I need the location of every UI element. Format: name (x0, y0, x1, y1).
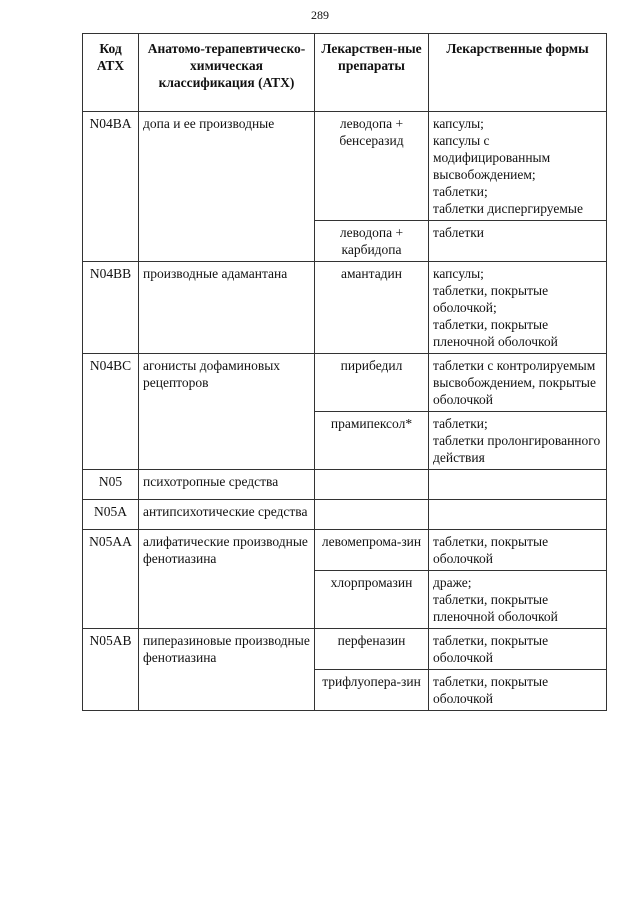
dosage-forms-cell (429, 470, 607, 500)
atc-code-cell: N04BA (83, 112, 139, 262)
classification-cell: производные адамантана (139, 262, 315, 354)
drug-cell: пирибедил (315, 354, 429, 412)
header-classification: Анатомо-терапевтическо-химическая классификация (АТХ) (139, 34, 315, 112)
classification-cell: агонисты дофаминовых рецепторов (139, 354, 315, 470)
atc-code-cell: N04BB (83, 262, 139, 354)
dosage-forms-cell: таблетки (429, 221, 607, 262)
header-code: Код АТХ (83, 34, 139, 112)
classification-cell: пиперазиновые производные фенотиазина (139, 629, 315, 711)
drug-cell (315, 500, 429, 530)
drug-cell: левомепрома-зин (315, 530, 429, 571)
classification-cell: психотропные средства (139, 470, 315, 500)
drug-cell: прамипексол* (315, 412, 429, 470)
atc-code-cell: N04BC (83, 354, 139, 470)
drug-cell: перфеназин (315, 629, 429, 670)
header-drugs: Лекарствен-ные препараты (315, 34, 429, 112)
drug-cell: хлорпромазин (315, 571, 429, 629)
header-forms: Лекарственные формы (429, 34, 607, 112)
table-row (83, 500, 607, 530)
atc-code-cell: N05AA (83, 530, 139, 629)
table-row (83, 112, 607, 221)
dosage-forms-cell: таблетки, покрытые оболочкой (429, 629, 607, 670)
table-row (83, 354, 607, 412)
dosage-forms-cell: таблетки, покрытые оболочкой (429, 670, 607, 711)
table-header-row (83, 34, 607, 112)
table-body (83, 112, 607, 711)
atc-code-cell: N05A (83, 500, 139, 530)
table-row (83, 629, 607, 670)
table-row (83, 262, 607, 354)
dosage-forms-cell: таблетки с контролируемым высвобождением, покрытые оболочкой (429, 354, 607, 412)
atc-code-cell: N05 (83, 470, 139, 500)
classification-cell: допа и ее производные (139, 112, 315, 262)
dosage-forms-cell: драже; таблетки, покрытые пленочной оболочкой (429, 571, 607, 629)
drug-cell: леводопа + бенсеразид (315, 112, 429, 221)
table-row (83, 470, 607, 500)
dosage-forms-cell: капсулы; капсулы с модифицированным высвобождением; таблетки; таблетки диспергируемые (429, 112, 607, 221)
drug-cell: амантадин (315, 262, 429, 354)
table-row (83, 530, 607, 571)
dosage-forms-cell: капсулы; таблетки, покрытые оболочкой; таблетки, покрытые пленочной оболочкой (429, 262, 607, 354)
classification-cell: антипсихотические средства (139, 500, 315, 530)
atc-table (82, 33, 607, 711)
atc-code-cell: N05AB (83, 629, 139, 711)
classification-cell: алифатические производные фенотиазина (139, 530, 315, 629)
dosage-forms-cell (429, 500, 607, 530)
drug-cell: леводопа + карбидопа (315, 221, 429, 262)
drug-cell: трифлуопера-зин (315, 670, 429, 711)
page-number: 289 (311, 8, 329, 22)
dosage-forms-cell: таблетки; таблетки пролонгированного действия (429, 412, 607, 470)
drug-cell (315, 470, 429, 500)
dosage-forms-cell: таблетки, покрытые оболочкой (429, 530, 607, 571)
